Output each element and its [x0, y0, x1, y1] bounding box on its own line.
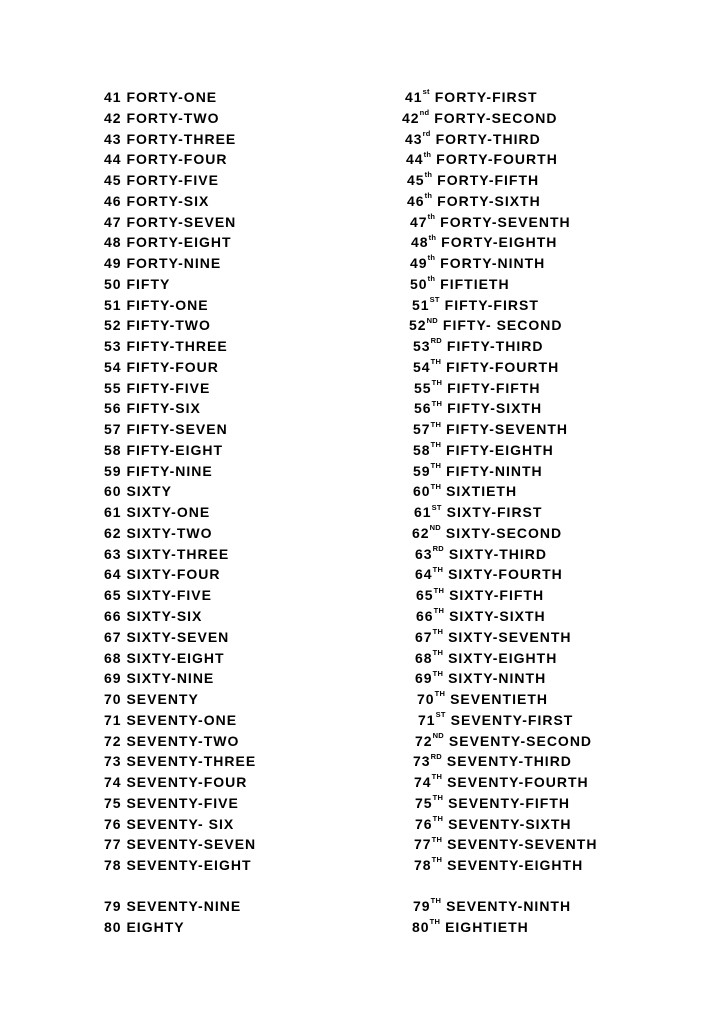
- cardinal-word: SEVENTY-EIGHT: [126, 857, 252, 874]
- ordinal-number-row: [415, 629, 572, 645]
- ordinal-numeral: 66: [416, 608, 434, 624]
- cardinal-numeral: 78: [104, 857, 122, 874]
- ordinal-number-row: [415, 795, 570, 811]
- ordinal-word: FORTY-SEVENTH: [440, 213, 571, 230]
- ordinal-suffix: TH: [433, 606, 445, 616]
- cardinal-numeral: 52: [104, 317, 122, 334]
- ordinal-number-row: [417, 691, 548, 707]
- ordinal-suffix: th: [427, 274, 436, 284]
- cardinal-word: SEVENTY-ONE: [126, 711, 238, 728]
- cardinal-word: FIFTY-FOUR: [126, 358, 219, 375]
- cardinal-numeral: 75: [104, 794, 122, 811]
- ordinal-number-row: [415, 670, 546, 686]
- ordinal-suffix: TH: [433, 585, 445, 595]
- ordinal-numeral: 50: [410, 275, 428, 292]
- ordinal-number-row: [418, 712, 573, 728]
- ordinal-suffix: ST: [431, 502, 442, 512]
- cardinal-number-row: [104, 442, 223, 458]
- cardinal-number-row: [104, 816, 234, 832]
- ordinal-suffix: TH: [432, 564, 444, 574]
- ordinal-word: SEVENTY-FIRST: [450, 711, 574, 728]
- cardinal-number-row: [104, 400, 201, 416]
- ordinal-word: SEVENTY-FOURTH: [447, 774, 589, 791]
- ordinal-word: SEVENTY-SEVENTH: [447, 836, 598, 853]
- cardinal-word: SIXTY-NINE: [126, 670, 215, 687]
- ordinal-numeral: 76: [415, 815, 433, 832]
- cardinal-numeral: 74: [104, 774, 122, 791]
- ordinal-numeral: 42: [402, 109, 420, 126]
- cardinal-number-row: [104, 255, 221, 271]
- ordinal-suffix: TH: [431, 855, 443, 865]
- ordinal-suffix: TH: [431, 834, 443, 844]
- cardinal-numeral: 56: [104, 400, 122, 417]
- cardinal-word: FORTY-SEVEN: [126, 213, 237, 230]
- cardinal-number-row: [104, 214, 236, 230]
- cardinal-word: SEVENTY: [126, 691, 199, 708]
- cardinal-numeral: 59: [104, 462, 122, 479]
- ordinal-number-row: [410, 255, 545, 271]
- cardinal-number-row: [104, 712, 237, 728]
- ordinal-number-row: [405, 89, 538, 105]
- cardinal-numeral: 79: [104, 898, 122, 914]
- ordinal-number-row: [416, 608, 546, 624]
- ordinal-word: SIXTY-FOURTH: [448, 566, 563, 583]
- cardinal-word: EIGHTY: [126, 919, 185, 935]
- ordinal-numeral: 63: [415, 545, 433, 562]
- cardinal-numeral: 80: [104, 919, 122, 935]
- ordinal-word: EIGHTIETH: [445, 919, 529, 935]
- ordinal-suffix: RD: [430, 751, 443, 761]
- cardinal-word: FIFTY-THREE: [126, 338, 228, 355]
- cardinal-numeral: 55: [104, 379, 122, 396]
- cardinal-word: FORTY-EIGHT: [126, 234, 232, 251]
- cardinal-number-row: [104, 193, 209, 209]
- cardinal-number-row: [104, 131, 236, 147]
- ordinal-suffix: TH: [432, 647, 444, 657]
- ordinal-suffix: TH: [432, 668, 444, 678]
- ordinal-number-row: [410, 276, 510, 292]
- ordinal-numeral: 78: [414, 857, 432, 874]
- ordinal-word: FORTY-SECOND: [434, 109, 558, 126]
- cardinal-number-row: [104, 380, 210, 396]
- ordinal-numeral: 70: [417, 691, 435, 708]
- ordinal-numeral: 56: [414, 400, 432, 417]
- ordinal-numeral: 58: [413, 441, 431, 458]
- cardinal-numeral: 49: [104, 255, 122, 272]
- cardinal-word: SEVENTY-FIVE: [126, 794, 239, 811]
- ordinal-number-row: [414, 836, 597, 852]
- cardinal-number-row: [104, 670, 214, 686]
- ordinal-number-row: [414, 857, 583, 873]
- ordinal-word: FIFTY-NINTH: [446, 462, 543, 479]
- ordinal-numeral: 65: [416, 587, 434, 604]
- cardinal-number-row: [104, 110, 219, 126]
- cardinal-number-row: [104, 691, 199, 707]
- cardinal-word: FORTY-FOUR: [126, 151, 228, 168]
- ordinal-word: FIFTY-FIRST: [444, 296, 539, 313]
- ordinal-number-row: [406, 151, 558, 167]
- ordinal-numeral: 57: [413, 421, 431, 438]
- ordinal-number-row: [409, 317, 562, 333]
- ordinal-number-row: [414, 377, 541, 396]
- ordinal-word: FIFTIETH: [440, 275, 510, 292]
- ordinal-number-row: [416, 587, 544, 603]
- ordinal-suffix: TH: [432, 793, 444, 803]
- ordinal-numeral: 61: [414, 504, 432, 521]
- cardinal-word: SIXTY-SIX: [126, 608, 203, 624]
- ordinal-numeral: 67: [415, 628, 433, 645]
- cardinal-word: FIFTY-TWO: [126, 317, 211, 334]
- ordinal-numeral: 43: [405, 130, 423, 147]
- ordinal-number-row: [413, 359, 559, 375]
- ordinal-word: FORTY-SIXTH: [437, 192, 541, 209]
- ordinal-number-row: [402, 110, 557, 126]
- ordinal-number-row: [413, 442, 554, 458]
- ordinal-suffix: ND: [426, 315, 439, 325]
- ordinal-word: SEVENTY-EIGHTH: [447, 857, 584, 874]
- cardinal-numeral: 54: [104, 358, 122, 375]
- cardinal-word: SIXTY-EIGHT: [126, 649, 225, 666]
- ordinal-word: SEVENTY-THIRD: [446, 753, 572, 770]
- ordinal-suffix: ST: [429, 294, 440, 304]
- ordinal-suffix: TH: [430, 461, 442, 471]
- ordinal-number-row: [413, 421, 568, 437]
- cardinal-number-row: [104, 650, 225, 666]
- ordinal-suffix: TH: [429, 917, 441, 927]
- cardinal-numeral: 48: [104, 234, 122, 251]
- cardinal-number-row: [104, 836, 256, 852]
- ordinal-word: FIFTY-EIGHTH: [446, 441, 554, 458]
- ordinal-suffix: TH: [434, 689, 446, 699]
- cardinal-numeral: 61: [104, 504, 122, 521]
- ordinal-word: SEVENTY-FIFTH: [448, 794, 570, 811]
- ordinal-number-row: [414, 774, 589, 790]
- cardinal-word: SIXTY-THREE: [126, 545, 230, 562]
- cardinal-number-row: [104, 546, 229, 562]
- ordinal-word: FIFTY-FIFTH: [447, 379, 541, 396]
- cardinal-number-row: [104, 898, 241, 914]
- cardinal-word: FIFTY: [126, 275, 171, 292]
- cardinal-word: FIFTY-FIVE: [126, 379, 211, 396]
- cardinal-number-row: [104, 774, 247, 790]
- cardinal-numeral: 71: [104, 711, 122, 728]
- ordinal-word: FORTY-EIGHTH: [441, 234, 558, 251]
- ordinal-numeral: 68: [415, 649, 433, 666]
- ordinal-suffix: TH: [431, 398, 443, 408]
- ordinal-word: SIXTIETH: [446, 483, 518, 500]
- ordinal-suffix: rd: [422, 128, 431, 138]
- cardinal-numeral: 62: [104, 524, 122, 541]
- cardinal-number-row: [104, 504, 210, 520]
- ordinal-word: FIFTY-SEVENTH: [446, 421, 568, 438]
- ordinal-numeral: 79: [413, 898, 431, 914]
- cardinal-numeral: 64: [104, 566, 122, 583]
- cardinal-word: SEVENTY-TWO: [126, 732, 240, 749]
- cardinal-number-row: [104, 587, 212, 603]
- cardinal-word: FORTY-THREE: [126, 130, 237, 147]
- cardinal-word: SEVENTY-NINE: [126, 898, 242, 914]
- cardinal-number-row: [104, 629, 229, 645]
- ordinal-suffix: ND: [432, 730, 445, 740]
- cardinal-numeral: 58: [104, 441, 122, 458]
- ordinal-suffix: th: [424, 191, 433, 201]
- ordinal-numeral: 69: [415, 670, 433, 687]
- cardinal-numeral: 66: [104, 608, 122, 624]
- cardinal-word: SIXTY-FIVE: [126, 587, 212, 604]
- ordinal-word: FIFTY-THIRD: [446, 338, 544, 355]
- ordinal-word: FIFTY-FOURTH: [446, 358, 560, 375]
- cardinal-numeral: 47: [104, 213, 122, 230]
- cardinal-word: SEVENTY- SIX: [126, 815, 235, 832]
- ordinal-suffix: TH: [430, 357, 442, 367]
- ordinal-suffix: TH: [432, 627, 444, 637]
- ordinal-numeral: 75: [415, 794, 433, 811]
- ordinal-number-row: [415, 813, 572, 832]
- cardinal-number-row: [104, 89, 217, 105]
- ordinal-numeral: 73: [413, 753, 431, 770]
- ordinal-suffix: TH: [431, 772, 443, 782]
- ordinal-suffix: TH: [430, 440, 442, 450]
- cardinal-number-row: [104, 276, 170, 292]
- cardinal-number-row: [104, 566, 220, 582]
- ordinal-number-row: [405, 128, 541, 147]
- cardinal-numeral: 44: [104, 151, 122, 168]
- cardinal-number-row: [104, 359, 219, 375]
- ordinal-numeral: 77: [414, 836, 432, 853]
- cardinal-number-row: [104, 234, 232, 250]
- ordinal-number-row: [412, 525, 562, 541]
- cardinal-word: FORTY-ONE: [126, 89, 218, 105]
- ordinal-word: FORTY-FOURTH: [436, 151, 558, 168]
- ordinal-word: SEVENTY-SECOND: [448, 732, 593, 749]
- cardinal-numeral: 77: [104, 836, 122, 853]
- cardinal-word: SIXTY-TWO: [126, 524, 213, 541]
- ordinal-number-row: [411, 234, 557, 250]
- ordinal-number-row: [413, 338, 543, 354]
- ordinal-numeral: 47: [410, 213, 428, 230]
- cardinal-word: FIFTY-ONE: [126, 296, 209, 313]
- ordinal-number-row: [413, 463, 543, 479]
- cardinal-number-row: [104, 525, 212, 541]
- cardinal-numeral: 42: [104, 109, 122, 126]
- ordinal-word: SEVENTY-SIXTH: [448, 815, 572, 832]
- ordinal-number-row: [413, 483, 517, 499]
- cardinal-numeral: 51: [104, 296, 122, 313]
- ordinal-word: SIXTY-SECOND: [445, 524, 563, 541]
- cardinal-number-row: [104, 483, 172, 499]
- ordinal-numeral: 52: [409, 317, 427, 334]
- cardinal-number-row: [104, 172, 219, 188]
- ordinal-numeral: 59: [413, 462, 431, 479]
- cardinal-word: SIXTY-SEVEN: [126, 628, 230, 645]
- ordinal-number-row: [415, 730, 593, 749]
- ordinal-suffix: nd: [419, 108, 430, 118]
- ordinal-suffix: st: [422, 87, 430, 97]
- cardinal-numeral: 70: [104, 691, 122, 708]
- cardinal-numeral: 57: [104, 421, 122, 438]
- cardinal-word: FIFTY-NINE: [126, 462, 213, 479]
- cardinal-word: SIXTY-FOUR: [126, 566, 221, 583]
- ordinal-numeral: 55: [414, 379, 432, 396]
- ordinal-suffix: ND: [429, 523, 442, 533]
- ordinal-numeral: 41: [405, 89, 423, 105]
- ordinal-suffix: TH: [432, 813, 444, 823]
- cardinal-number-row: [104, 919, 185, 935]
- ordinal-number-row: [415, 546, 547, 562]
- ordinal-number-row: [415, 647, 558, 666]
- cardinal-numeral: 50: [104, 275, 122, 292]
- cardinal-numeral: 65: [104, 587, 122, 604]
- cardinal-numeral: 68: [104, 649, 122, 666]
- cardinal-numeral: 72: [104, 732, 122, 749]
- cardinal-word: FORTY-SIX: [126, 192, 210, 209]
- cardinal-number-row: [104, 297, 209, 313]
- ordinal-numeral: 60: [413, 483, 431, 500]
- ordinal-number-row: [412, 294, 539, 313]
- ordinal-word: SIXTY-FIRST: [446, 504, 543, 521]
- ordinal-number-row: [415, 566, 563, 582]
- ordinal-suffix: TH: [430, 896, 442, 906]
- ordinal-word: SIXTY-EIGHTH: [448, 649, 558, 666]
- cardinal-number-row: [104, 733, 239, 749]
- ordinal-numeral: 72: [415, 732, 433, 749]
- cardinal-word: FIFTY-SIX: [126, 400, 201, 417]
- cardinal-word: SIXTY: [126, 483, 172, 500]
- ordinal-word: SIXTY-THIRD: [448, 545, 548, 562]
- ordinal-suffix: RD: [432, 544, 445, 554]
- ordinal-word: SIXTY-SEVENTH: [448, 628, 572, 645]
- cardinal-numeral: 45: [104, 172, 122, 189]
- ordinal-number-row: [413, 898, 571, 914]
- cardinal-word: SIXTY-ONE: [126, 504, 211, 521]
- cardinal-word: SEVENTY-FOUR: [126, 774, 248, 791]
- cardinal-numeral: 73: [104, 753, 122, 770]
- cardinal-number-row: [104, 338, 228, 354]
- ordinal-word: SIXTY-FIFTH: [449, 587, 545, 604]
- ordinal-numeral: 74: [414, 774, 432, 791]
- ordinal-word: FIFTY-SIXTH: [447, 400, 543, 417]
- ordinal-number-row: [407, 172, 539, 188]
- ordinal-word: SEVENTY-NINTH: [446, 898, 572, 914]
- ordinal-numeral: 53: [413, 338, 431, 355]
- cardinal-word: SEVENTY-SEVEN: [126, 836, 257, 853]
- cardinal-number-row: [104, 421, 228, 437]
- ordinal-word: FORTY-FIRST: [434, 89, 538, 105]
- cardinal-numeral: 69: [104, 670, 122, 687]
- ordinal-numeral: 51: [412, 296, 430, 313]
- ordinal-suffix: TH: [430, 481, 442, 491]
- ordinal-suffix: th: [427, 253, 436, 263]
- ordinal-number-row: [414, 400, 542, 416]
- cardinal-number-row: [104, 795, 239, 811]
- ordinal-numeral: 45: [407, 172, 425, 189]
- ordinal-numeral: 54: [413, 358, 431, 375]
- ordinal-word: FIFTY- SECOND: [442, 317, 563, 334]
- ordinal-numeral: 62: [412, 524, 430, 541]
- ordinal-numeral: 71: [418, 711, 436, 728]
- ordinal-suffix: TH: [430, 419, 442, 429]
- cardinal-numeral: 76: [104, 815, 122, 832]
- ordinal-word: FORTY-NINTH: [440, 255, 546, 272]
- cardinal-number-row: [104, 317, 211, 333]
- ordinal-number-row: [410, 211, 571, 230]
- ordinal-suffix: th: [423, 149, 432, 159]
- ordinal-numeral: 64: [415, 566, 433, 583]
- cardinal-numeral: 67: [104, 628, 122, 645]
- ordinal-number-row: [414, 504, 542, 520]
- ordinal-suffix: th: [427, 211, 436, 221]
- ordinal-suffix: TH: [431, 377, 443, 387]
- ordinal-numeral: 49: [410, 255, 428, 272]
- ordinal-numeral: 80: [412, 919, 430, 935]
- cardinal-word: FIFTY-SEVEN: [126, 421, 228, 438]
- ordinal-suffix: th: [424, 170, 433, 180]
- cardinal-word: FIFTY-EIGHT: [126, 441, 224, 458]
- cardinal-numeral: 43: [104, 130, 122, 147]
- cardinal-word: FORTY-TWO: [126, 109, 220, 126]
- ordinal-number-row: [407, 193, 541, 209]
- cardinal-number-row: [104, 608, 202, 624]
- ordinal-number-row: [412, 919, 529, 935]
- ordinal-word: FORTY-FIFTH: [437, 172, 540, 189]
- cardinal-numeral: 46: [104, 192, 122, 209]
- ordinal-word: SIXTY-SIXTH: [449, 608, 546, 624]
- cardinal-number-row: [104, 463, 213, 479]
- cardinal-numeral: 53: [104, 338, 122, 355]
- ordinal-suffix: RD: [430, 336, 443, 346]
- cardinal-word: SEVENTY-THREE: [126, 753, 257, 770]
- cardinal-numeral: 60: [104, 483, 122, 500]
- ordinal-suffix: ST: [435, 710, 446, 720]
- cardinal-number-row: [104, 753, 256, 769]
- ordinal-numeral: 48: [411, 234, 429, 251]
- ordinal-numeral: 46: [407, 192, 425, 209]
- ordinal-word: SIXTY-NINTH: [448, 670, 547, 687]
- cardinal-numeral: 63: [104, 545, 122, 562]
- cardinal-word: FORTY-NINE: [126, 255, 222, 272]
- ordinal-suffix: th: [428, 232, 437, 242]
- ordinal-word: FORTY-THIRD: [435, 130, 541, 147]
- ordinal-numeral: 44: [406, 151, 424, 168]
- cardinal-number-row: [104, 151, 227, 167]
- ordinal-word: SEVENTIETH: [450, 691, 548, 708]
- cardinal-numeral: 41: [104, 89, 122, 105]
- cardinal-number-row: [104, 857, 252, 873]
- ordinal-number-row: [413, 753, 572, 769]
- cardinal-word: FORTY-FIVE: [126, 172, 219, 189]
